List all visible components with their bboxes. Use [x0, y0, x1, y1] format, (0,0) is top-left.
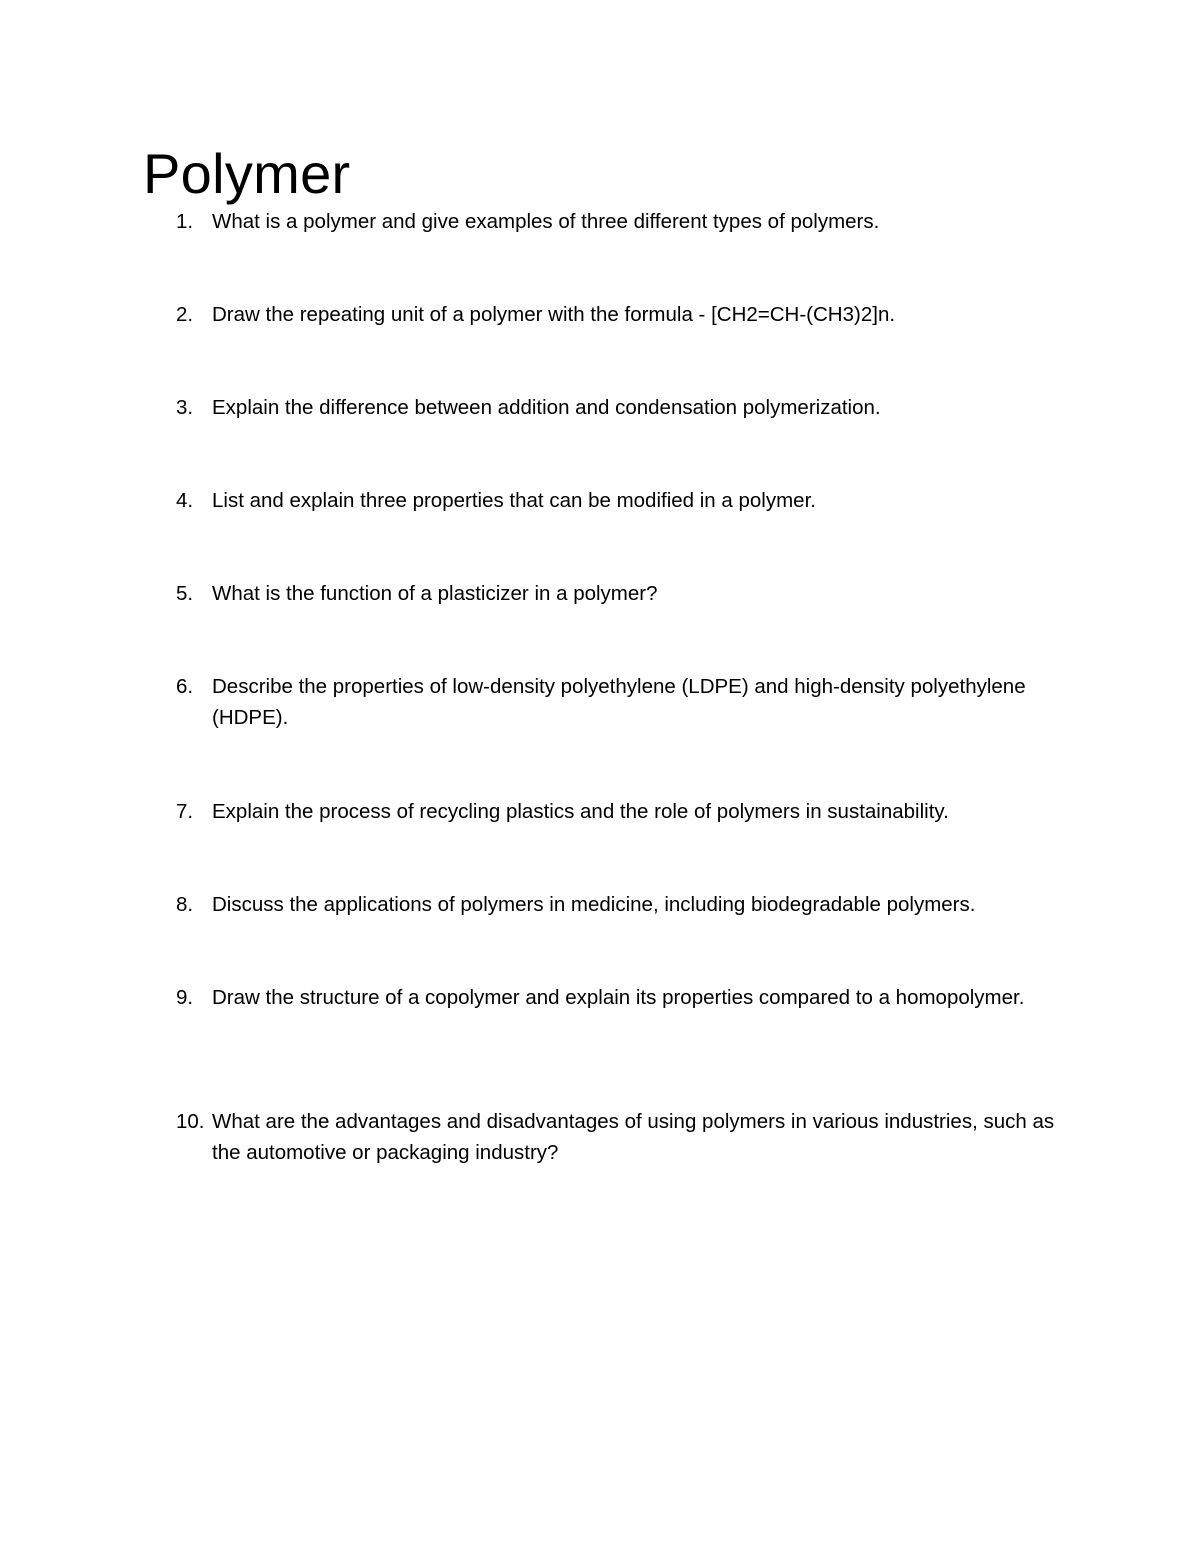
question-text: Discuss the applications of polymers in medicine, including biodegradable polymers. [212, 893, 976, 916]
question-number: 7. [176, 800, 194, 823]
question-text: What is the function of a plasticizer in a polymer? [212, 582, 658, 605]
question-number: 5. [176, 582, 194, 605]
question-number: 1. [176, 210, 194, 233]
question-text: Describe the properties of low-density polyethylene (LDPE) and high-density polyethylene (HDPE). [212, 675, 1026, 729]
question-item [176, 889, 1076, 920]
question-item [176, 392, 1076, 423]
question-number: 4. [176, 489, 194, 512]
question-text: Explain the process of recycling plastics and the role of polymers in sustainability. [212, 800, 949, 823]
question-item [176, 1106, 1076, 1168]
question-item [176, 299, 1076, 330]
question-text: What is a polymer and give examples of three different types of polymers. [212, 210, 880, 233]
question-text: What are the advantages and disadvantages of using polymers in various industries, such as the automotive or packaging industry? [212, 1110, 1055, 1164]
question-item [176, 982, 1076, 1013]
question-text: List and explain three properties that can be modified in a polymer. [212, 489, 816, 512]
question-number: 8. [176, 893, 194, 916]
question-item [176, 485, 1076, 516]
question-number: 9. [176, 986, 194, 1009]
question-number: 2. [176, 303, 194, 326]
question-number: 10. [176, 1110, 205, 1133]
question-item [176, 671, 1076, 733]
question-text: Draw the repeating unit of a polymer with the formula - [CH2=CH-(CH3)2]n. [212, 303, 896, 326]
question-text: Explain the difference between addition and condensation polymerization. [212, 396, 881, 419]
question-item [176, 206, 1076, 237]
question-text: Draw the structure of a copolymer and explain its properties compared to a homopolymer. [212, 986, 1025, 1009]
question-number: 6. [176, 675, 194, 698]
question-item [176, 796, 1076, 827]
document-title: Polymer [143, 142, 351, 205]
question-item [176, 578, 1076, 609]
question-number: 3. [176, 396, 194, 419]
